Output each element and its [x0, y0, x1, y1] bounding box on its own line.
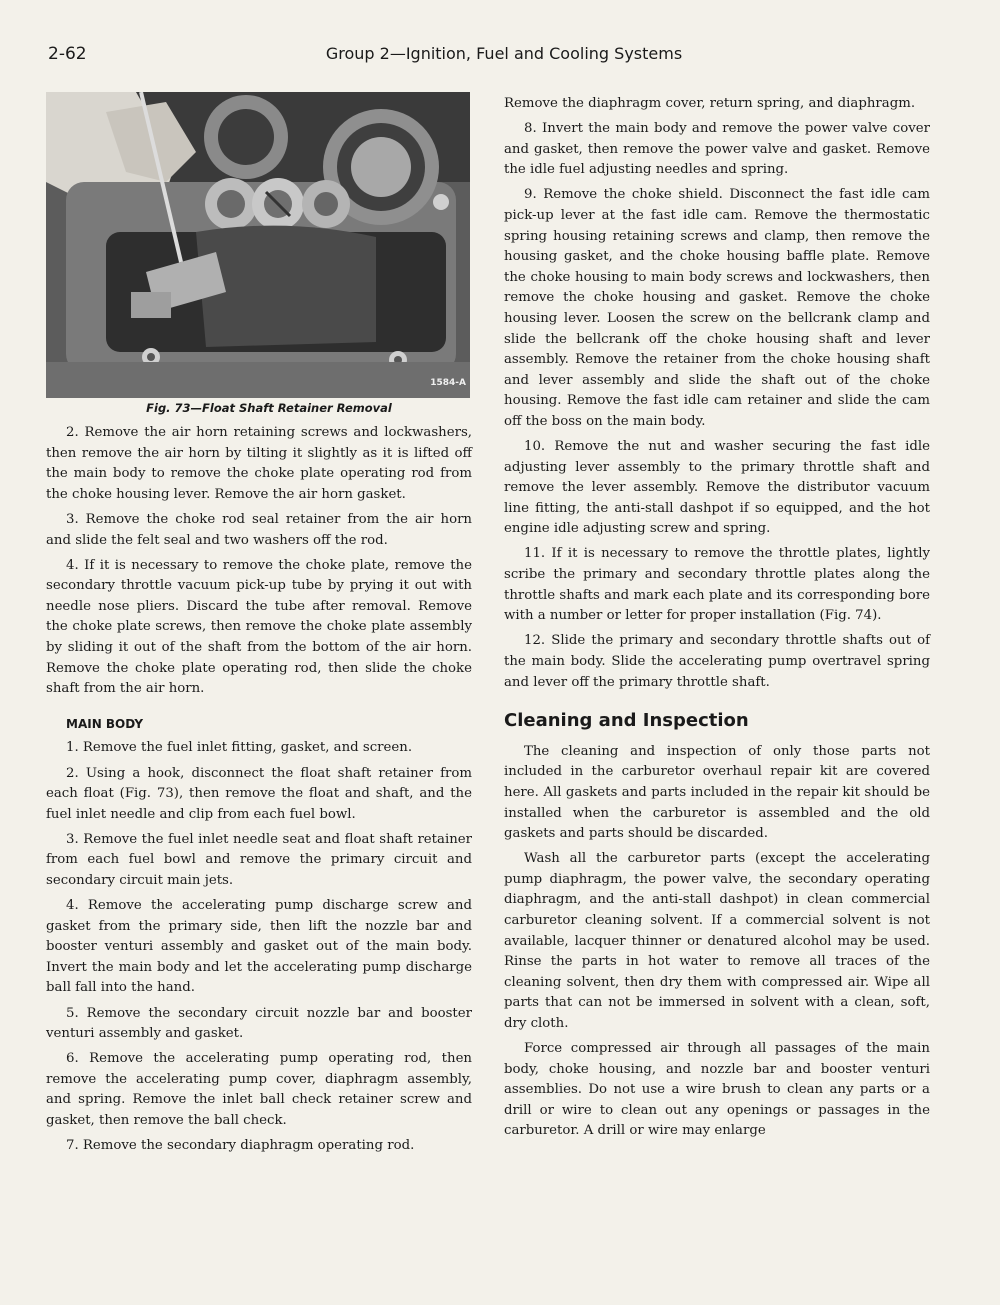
carburetor-photo-illustration — [46, 92, 470, 398]
running-head: Group 2—Ignition, Fuel and Cooling Systems — [325, 44, 683, 63]
paragraph: 10. Remove the nut and washer securing the fast idle adjusting lever assembly to the primary throttle shaft and remove the lever assembly. Remove the distributor vacuum line fitting, the anti-stall dashpot if so equipped, and the hot engine idle adjusting screw and spring. — [504, 439, 930, 537]
paragraph: 6. Remove the accelerating pump operating rod, then remove the accelerating pump cover, diaphragm assembly, and spring. Remove the inlet ball check retainer screw and gasket, then remove the ball check. — [46, 1051, 472, 1128]
paragraph: 2. Remove the air horn retaining screws and lockwashers, then remove the air horn by tilting it slightly as it is lifted off the main body to remove the choke plate operating rod from the choke housing lever. Remove the air horn gasket. — [46, 425, 472, 502]
subheading-main-body: MAIN BODY — [66, 716, 144, 731]
paragraph: 4. Remove the accelerating pump discharge screw and gasket from the primary side, then lift the nozzle bar and booster venturi assembly and gasket out of the main body. Invert the main body and let the accelerating pump discharge ball fall into the hand. — [46, 898, 472, 996]
paragraph: Force compressed air through all passages of the main body, choke housing, and nozzle bar and booster venturi assemblies. Do not use a wire brush to clean any parts or a drill or wire to clean out any openings or passages in the carburetor. A drill or wire may enlarge — [504, 1041, 930, 1139]
paragraph: The cleaning and inspection of only those parts not included in the carburetor overhaul repair kit are covered here. All gaskets and parts included in the repair kit should be installed when the carburetor is assembled and the old gaskets and parts should be discarded. — [504, 743, 930, 842]
paragraph: 7. Remove the secondary diaphragm operating rod. — [66, 1138, 415, 1154]
paragraph: 5. Remove the secondary circuit nozzle bar and booster venturi assembly and gasket. — [46, 1005, 472, 1042]
paragraph: Wash all the carburetor parts (except the accelerating pump diaphragm, the power valve, the secondary operating diaphragm, and the anti-stall dashpot) in clean commercial carburetor cleaning solvent. If a commercial solvent is not available, lacquer thinner or denatured alcohol may be used. Rinse the parts in hot water to remove all traces of the cleaning solvent, then dry them with compressed air. Wipe all parts that can not be immersed in solvent with a clean, soft, dry cloth. — [504, 851, 930, 1031]
figure-number-label: 1584-A — [430, 378, 466, 389]
paragraph: 2. Using a hook, disconnect the float shaft retainer from each float (Fig. 73), then remove the float and shaft, and the fuel inlet needle and clip from each fuel bowl. — [46, 765, 472, 822]
figure-photo — [46, 92, 470, 398]
figure-caption: Fig. 73—Float Shaft Retainer Removal — [146, 401, 392, 415]
paragraph: Remove the diaphragm cover, return spring, and diaphragm. — [504, 96, 916, 111]
left-column — [46, 92, 472, 1161]
paragraph: 1. Remove the fuel inlet fitting, gasket, and screen. — [66, 740, 413, 756]
right-column — [504, 94, 930, 1147]
paragraph: 9. Remove the choke shield. Disconnect the fast idle cam pick-up lever at the fast idle cam. Remove the thermostatic spring housing retaining screws and clamp, then remove the housing gasket, and the choke housing baffle plate. Remove the choke housing to main body screws and lockwashers, then remove the choke housing and gasket. Remove the choke housing lever. Loosen the screw on the bellcrank clamp and slide the bellcrank off the choke housing shaft and lever assembly. Remove the retainer from the choke housing shaft and lever assembly and slide the shaft out of the choke housing. Remove the fast idle cam retainer and slide the cam off the boss on the main body. — [504, 187, 930, 429]
paragraph: 3. Remove the choke rod seal retainer from the air horn and slide the felt seal and two washers off the rod. — [46, 511, 472, 548]
paragraph: 8. Invert the main body and remove the power valve cover and gasket, then remove the power valve and gasket. Remove the idle fuel adjusting needles and spring. — [504, 121, 930, 178]
page-number: 2-62 — [48, 44, 87, 64]
paragraph: 11. If it is necessary to remove the throttle plates, lightly scribe the primary and secondary throttle plates along the throttle shafts and mark each plate and its corresponding bore with a number or letter for proper installation (Fig. 74). — [504, 546, 930, 624]
page-header — [44, 44, 964, 68]
paragraph: 4. If it is necessary to remove the choke plate, remove the secondary throttle vacuum pick-up tube by prying it out with needle nose pliers. Discard the tube after removal. Remove the choke plate screws, then remove the choke plate assembly by sliding it out of the shaft from the bottom of the air horn. Remove the choke plate operating rod, then slide the choke shaft from the air horn. — [46, 557, 472, 697]
paragraph: 3. Remove the fuel inlet needle seat and float shaft retainer from each fuel bowl and remove the primary circuit and secondary circuit main jets. — [46, 831, 472, 888]
paragraph: 12. Slide the primary and secondary throttle shafts out of the main body. Slide the accelerating pump overtravel spring and lever off the primary throttle shaft. — [504, 633, 930, 690]
section-heading-cleaning: Cleaning and Inspection — [504, 710, 749, 732]
